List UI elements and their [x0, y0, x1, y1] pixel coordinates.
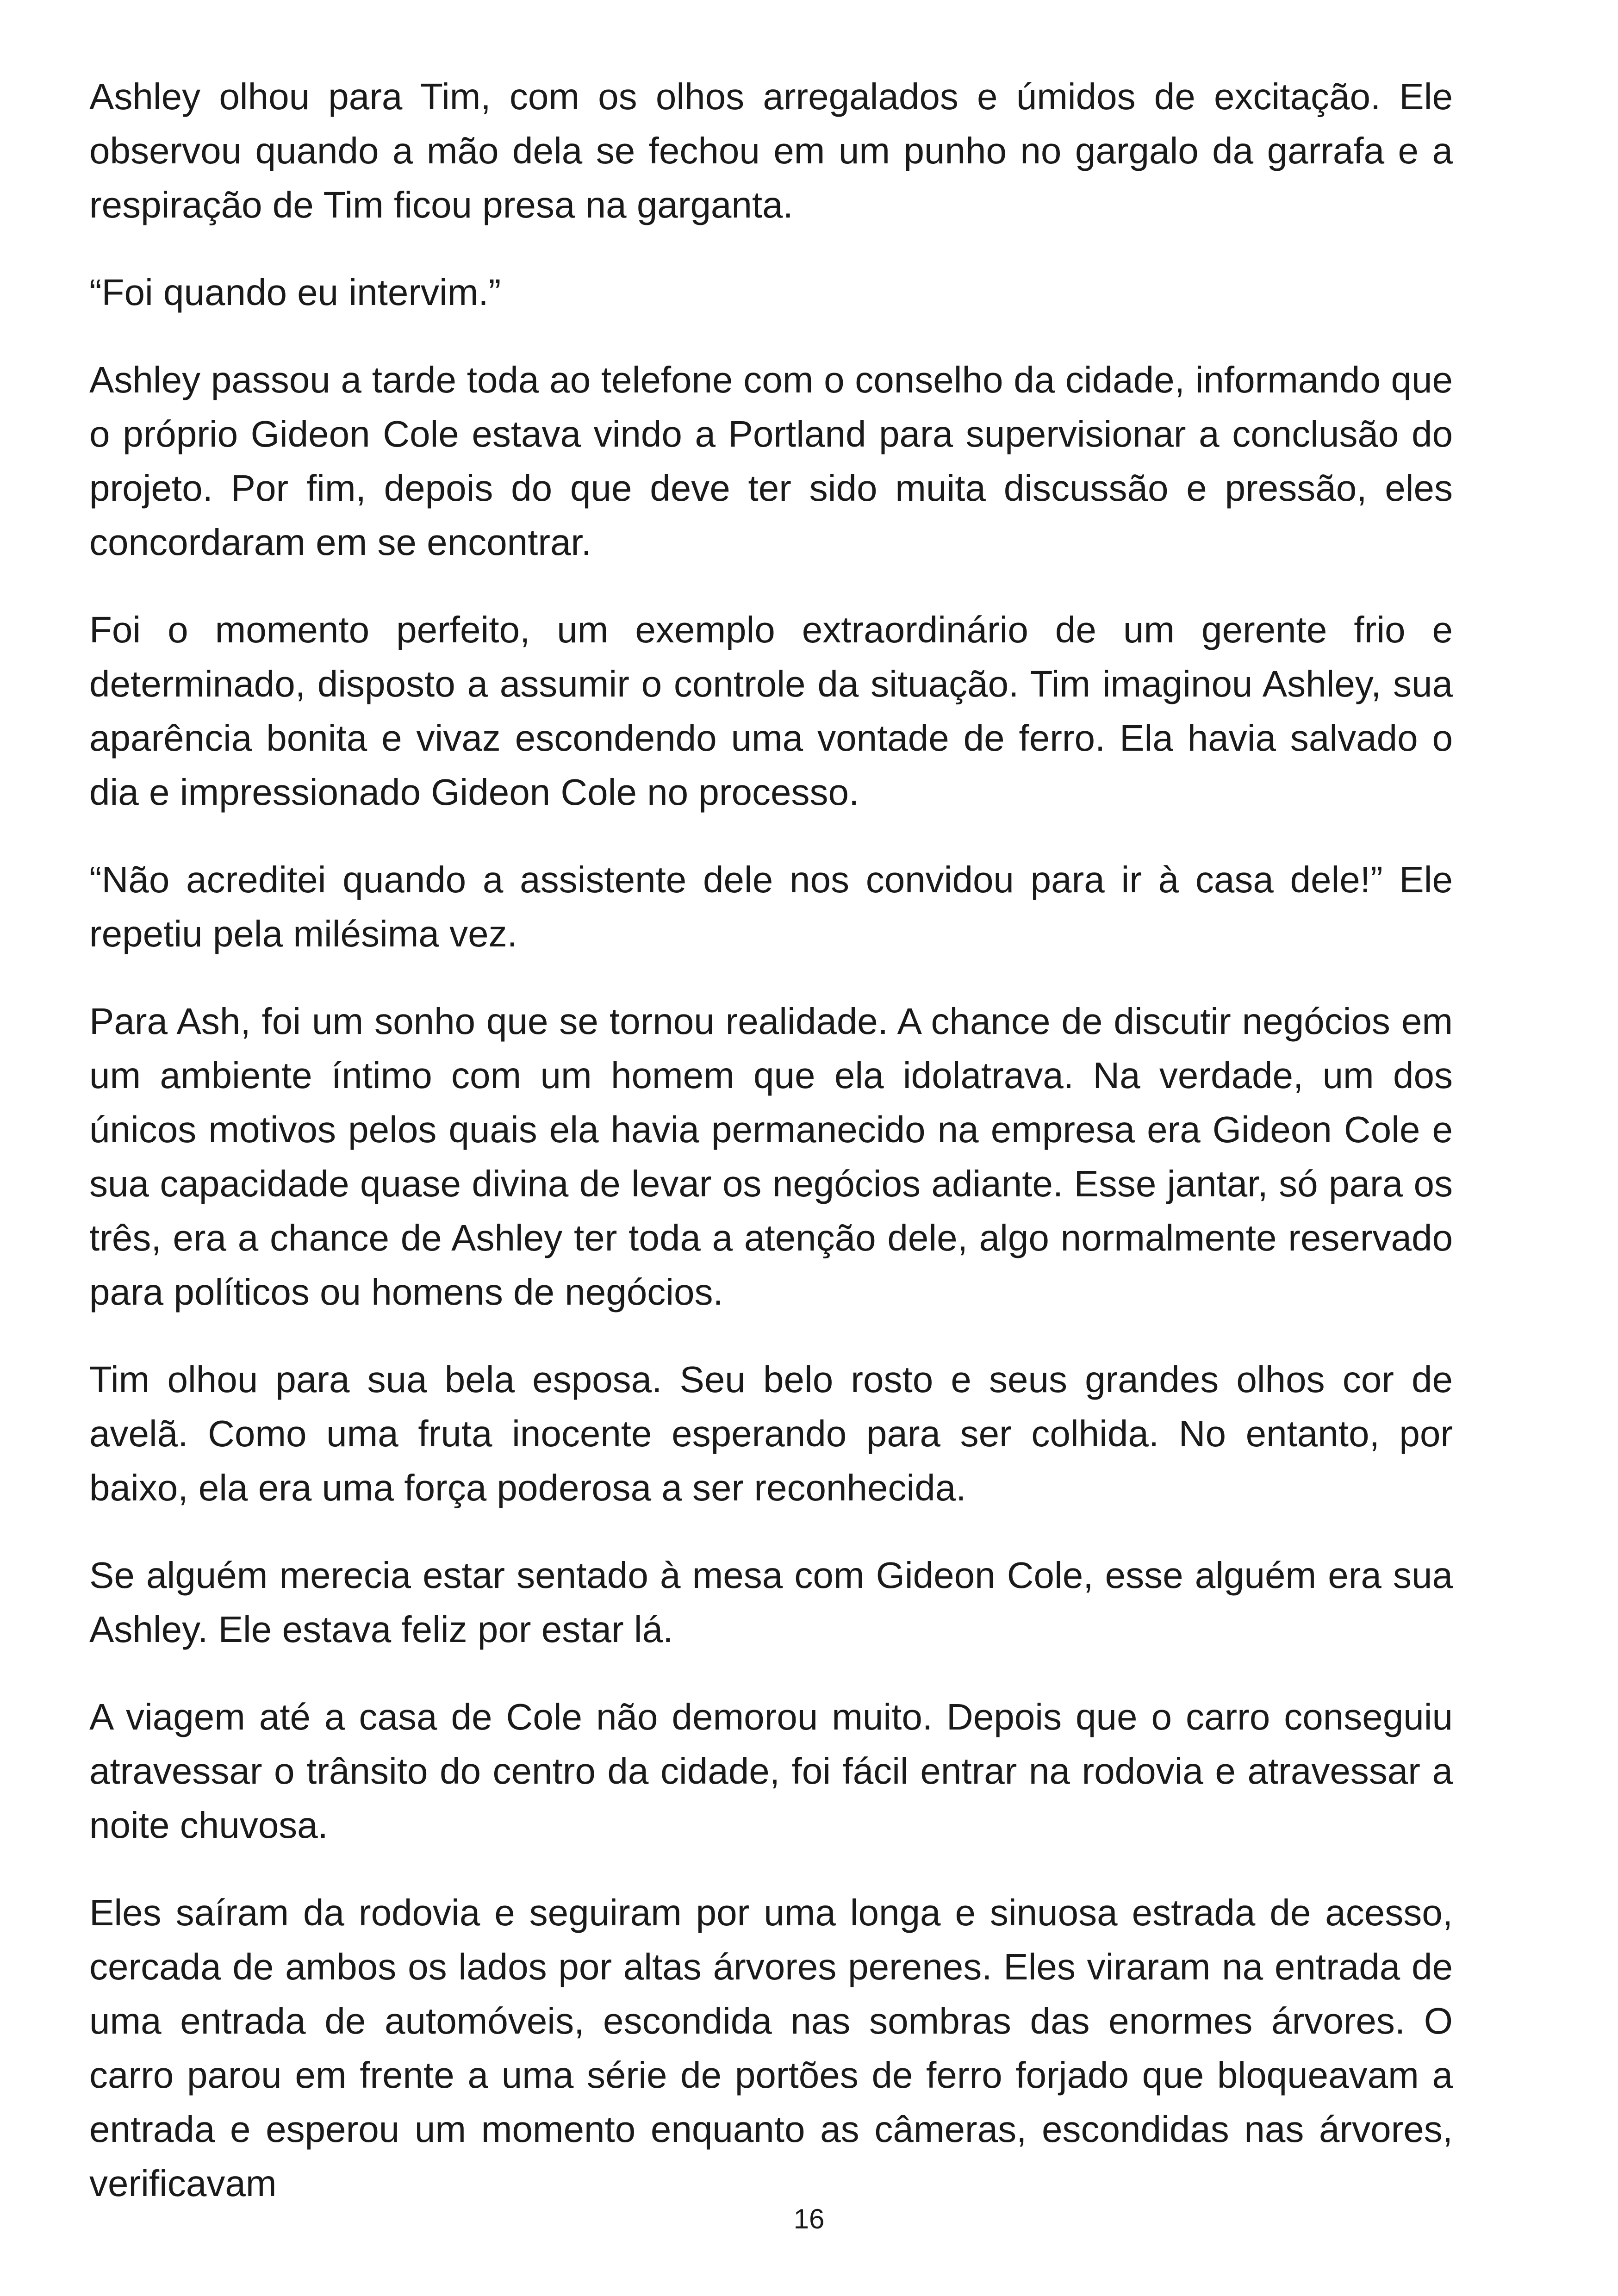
page-number: 16	[793, 2203, 825, 2234]
paragraph: Para Ash, foi um sonho que se tornou realidade. A chance de discutir negócios em um ambiente íntimo com um homem que ela idolatrava. Na verdade, um dos únicos motivos pelos quais ela havia permanecido na empresa era Gideon Cole e sua capacidade quase divina de levar os negócios adiante. Esse jantar, só para os três, era a chance de Ashley ter toda a atenção dele, algo normalmente reservado para políticos ou homens de negócios.	[89, 1001, 1453, 1313]
paragraph: Ashley passou a tarde toda ao telefone com o conselho da cidade, informando que o próprio Gideon Cole estava vindo a Portland para supervisionar a conclusão do projeto. Por fim, depois do que deve ter sido muita discussão e pressão, eles concordaram em se encontrar.	[89, 359, 1453, 563]
page-body	[89, 69, 1453, 2244]
paragraph: “Não acreditei quando a assistente dele nos convidou para ir à casa dele!” Ele repetiu pela milésima vez.	[89, 859, 1453, 954]
paragraph: A viagem até a casa de Cole não demorou muito. Depois que o carro conseguiu atravessar o trânsito do centro da cidade, foi fácil entrar na rodovia e atravessar a noite chuvosa.	[89, 1696, 1453, 1846]
paragraph: Foi o momento perfeito, um exemplo extraordinário de um gerente frio e determinado, disposto a assumir o controle da situação. Tim imaginou Ashley, sua aparência bonita e vivaz escondendo uma vontade de ferro. Ela havia salvado o dia e impressionado Gideon Cole no processo.	[89, 609, 1453, 813]
paragraph: Se alguém merecia estar sentado à mesa com Gideon Cole, esse alguém era sua Ashley. Ele estava feliz por estar lá.	[89, 1555, 1453, 1650]
paragraph: “Foi quando eu intervim.”	[89, 272, 501, 313]
paragraph: Eles saíram da rodovia e seguiram por uma longa e sinuosa estrada de acesso, cercada de ambos os lados por altas árvores perenes. Eles viraram na entrada de uma entrada de automóveis, escondida nas sombras das enormes árvores. O carro parou em frente a uma série de portões de ferro forjado que bloqueavam a entrada e esperou um momento enquanto as câmeras, escondidas nas árvores, verificavam	[89, 1892, 1453, 2204]
paragraph: Ashley olhou para Tim, com os olhos arregalados e úmidos de excitação. Ele observou quando a mão dela se fechou em um punho no gargalo da garrafa e a respiração de Tim ficou presa na garganta.	[89, 76, 1453, 225]
paragraph: Tim olhou para sua bela esposa. Seu belo rosto e seus grandes olhos cor de avelã. Como uma fruta inocente esperando para ser colhida. No entanto, por baixo, ela era uma força poderosa a ser reconhecida.	[89, 1359, 1453, 1508]
